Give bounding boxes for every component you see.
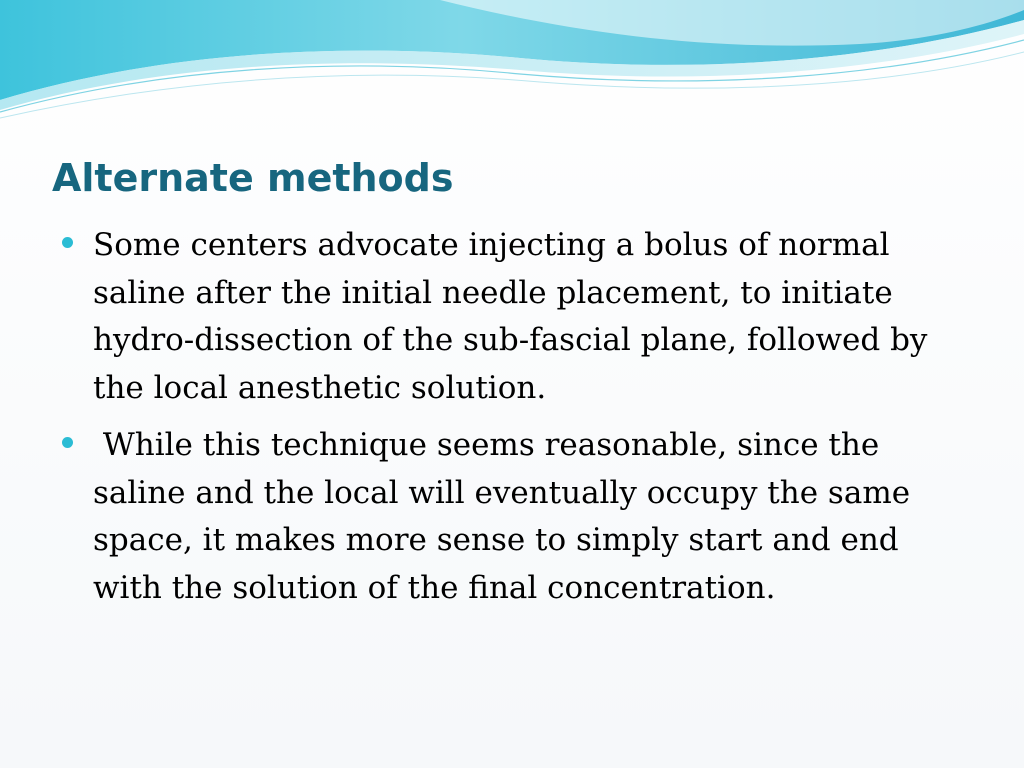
bullet-list bbox=[62, 222, 962, 622]
bullet-text: Some centers advocate injecting a bolus of normal saline after the initial needle placement, to initiate hydro-dissection of the sub-fascial plane, followed by the local anesthetic solution. bbox=[93, 227, 928, 406]
bullet-point-icon bbox=[62, 237, 73, 248]
bullet-item bbox=[62, 422, 962, 612]
slide-title: Alternate methods bbox=[52, 156, 454, 200]
bullet-text: While this technique seems reasonable, since the saline and the local will eventually occupy the same space, it makes more sense to simply start and end with the solution of the final concentration. bbox=[93, 427, 920, 606]
bullet-point-icon bbox=[62, 437, 73, 448]
wave-header-decoration bbox=[0, 0, 1024, 130]
bullet-item bbox=[62, 222, 962, 412]
